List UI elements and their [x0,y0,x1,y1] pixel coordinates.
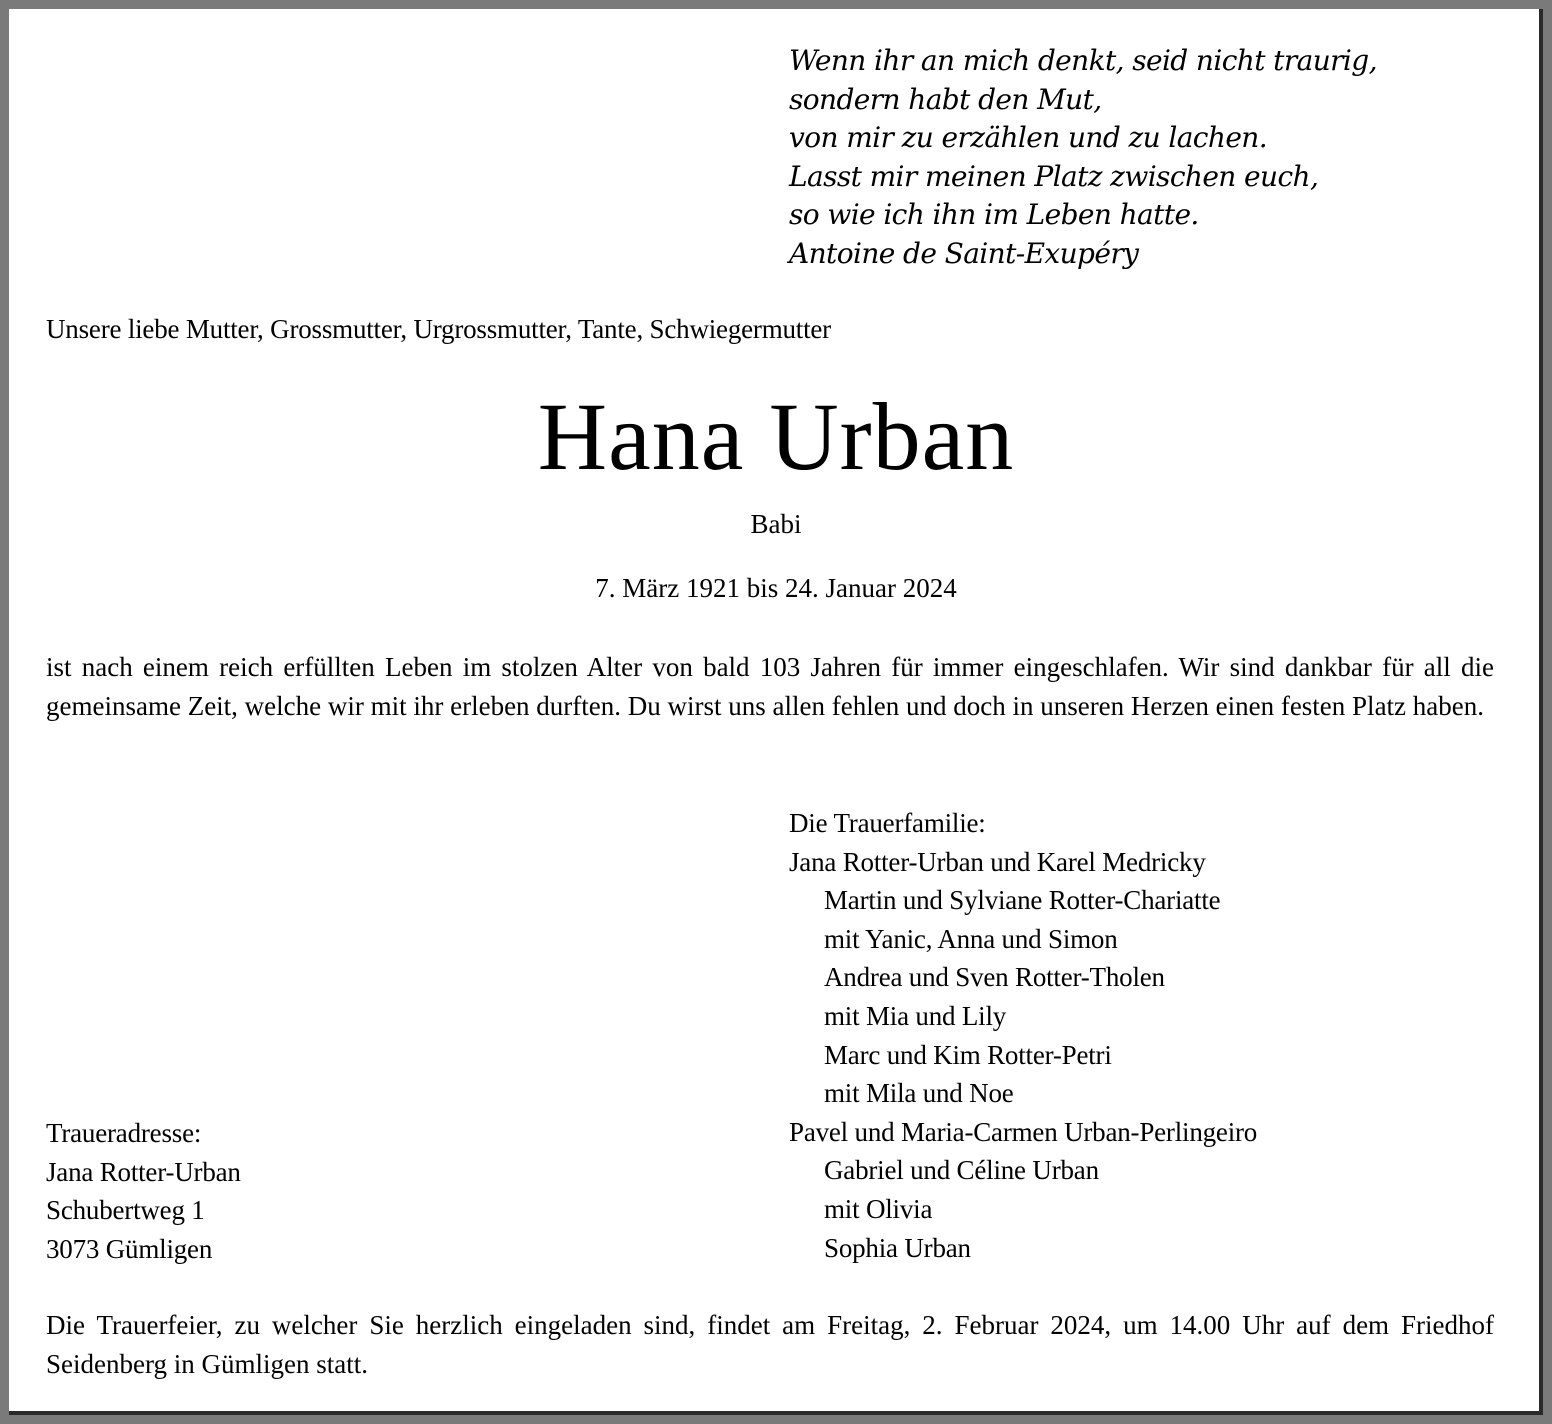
quote-author: Antoine de Saint-Exupéry [789,236,1139,270]
deceased-name: Hana Urban [537,383,1015,490]
page-shadow-bottom [9,1411,1543,1415]
family-line: Marc und Kim Rotter-Petri [824,1039,1112,1070]
body-text: ist nach einem reich erfüllten Leben im stolzen Alter von bald 103 Jahren für immer eingeschlafen. Wir sind dankbar für all die gemeinsame Zeit, welche wir mit ihr erleben durften. Du wirst uns allen fehlen und doch in unseren Herzen einen festen Platz haben. [46,652,1494,721]
quote-line: sondern habt den Mut, [789,82,1102,116]
mourning-address [46,1114,241,1268]
funeral-notice: Die Trauerfeier, zu welcher Sie herzlich eingeladen sind, findet am Freitag, 2. Februar 2024, um 14.00 Uhr auf dem Friedhof Seidenberg in Gümligen statt. [46,1310,1494,1379]
family-line: mit Olivia [824,1193,933,1224]
quote-line: Wenn ihr an mich denkt, seid nicht traurig, [789,44,1377,77]
family-line: Pavel und Maria-Carmen Urban-Perlingeiro [789,1116,1258,1147]
family-line: Sophia Urban [824,1232,971,1263]
family-line: mit Mila und Noe [824,1078,1014,1109]
mourning-family [789,804,1257,1267]
quote-line: von mir zu erzählen und zu lachen. [789,121,1268,154]
family-line: Jana Rotter-Urban und Karel Medricky [789,846,1206,877]
intro-text: Unsere liebe Mutter, Grossmutter, Urgrossmutter, Tante, Schwiegermutter [46,314,831,344]
address-street: Schubertweg 1 [46,1195,205,1226]
family-line: Andrea und Sven Rotter-Tholen [824,962,1165,993]
page-shadow-right [1539,9,1543,1411]
address-city: 3073 Gümligen [46,1233,213,1264]
address-label: Traueradresse: [46,1118,202,1148]
quote-block [789,42,1377,273]
quote-line: so wie ich ihn im Leben hatte. [789,198,1199,231]
life-dates: 7. März 1921 bis 24. Januar 2024 [595,573,957,603]
family-line: mit Yanic, Anna und Simon [824,923,1118,954]
family-line: mit Mia und Lily [824,1000,1007,1031]
family-heading: Die Trauerfamilie: [789,808,986,838]
quote-line: Lasst mir meinen Platz zwischen euch, [789,159,1319,193]
family-line: Martin und Sylviane Rotter-Chariatte [824,885,1221,916]
family-line: Gabriel und Céline Urban [824,1155,1099,1186]
nickname: Babi [750,509,802,539]
address-name: Jana Rotter-Urban [46,1156,241,1187]
